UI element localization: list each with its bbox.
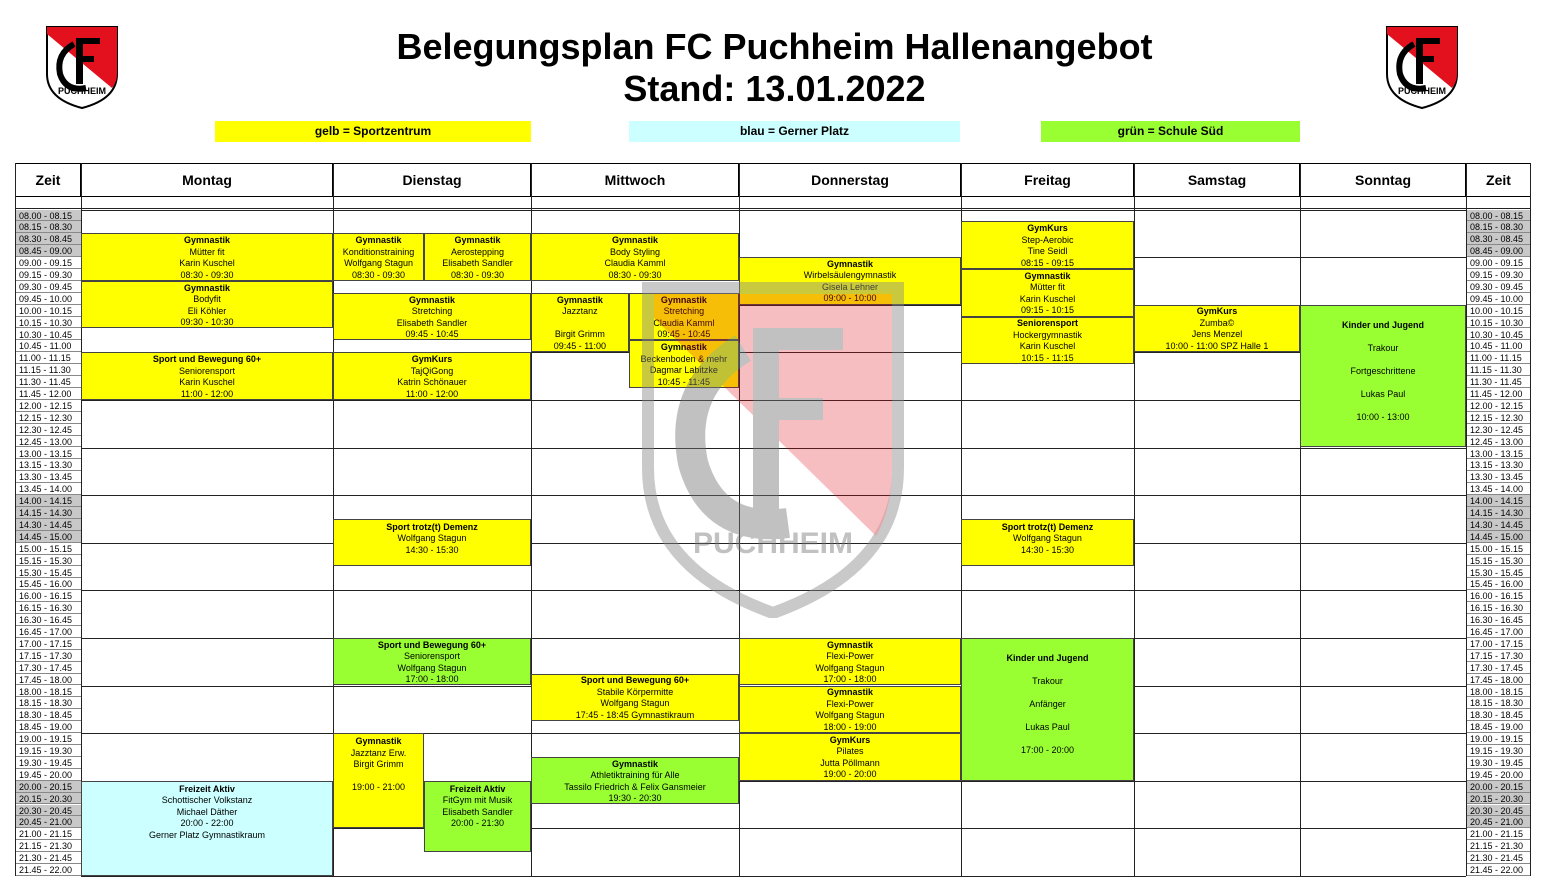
event-detail-line: 19:30 - 20:30 [608,793,662,804]
event-detail-line: Elisabeth Sandler [442,258,513,269]
event-block[interactable] [1300,305,1466,448]
event-detail-line: 20:00 - 22:00 [180,818,234,829]
event-detail-line: Pilates [836,746,864,757]
event-detail-line: Mütter fit [189,246,225,257]
event-detail-line: Karin Kuschel [179,258,235,269]
event-detail-line [962,710,1133,722]
time-slot-label: 20.15 - 20.30 [15,793,81,805]
event-block[interactable] [81,352,333,400]
event-title: GymKurs [1196,306,1238,317]
time-slot-label: 14.15 - 14.30 [1466,507,1531,519]
event-title: Gymnastik [660,342,707,353]
event-title: Gymnastik [611,235,659,246]
time-slot-label: 09.00 - 09.15 [15,257,81,269]
legend-green: grün = Schule Süd [1041,121,1300,142]
event-block[interactable] [629,293,739,341]
event-detail-line: Seniorensport [178,365,236,376]
event-detail-line: 19:00 - 20:00 [823,769,877,780]
event-detail-line: 09:45 - 10:45 [405,329,459,340]
time-slot-label: 20.00 - 20.15 [15,781,81,793]
event-block[interactable] [961,638,1134,781]
event-detail-line: Claudia Kamml [653,317,715,328]
time-slot-label: 18.45 - 19.00 [1466,721,1531,733]
time-slot-label: 12.00 - 12.15 [15,400,81,412]
time-slot-label: 18.00 - 18.15 [15,686,81,698]
time-slot-label: 14.45 - 15.00 [1466,531,1531,543]
time-slot-label: 10.00 - 10.15 [1466,305,1531,317]
time-slot-label: 17.45 - 18.00 [15,674,81,686]
time-slot-label: 16.30 - 16.45 [15,614,81,626]
svg-text:PUCHHEIM: PUCHHEIM [692,527,854,560]
time-slot-label: 16.15 - 16.30 [1466,602,1531,614]
event-detail-line: Wolfgang Stagun [1013,533,1082,544]
event-detail-line: Seniorensport [403,651,461,662]
event-detail-line: Aerostepping [451,246,505,257]
time-slot-label: 09.15 - 09.30 [15,269,81,281]
hour-gridline [81,543,1466,544]
event-detail-line: Flexi-Power [826,698,874,709]
time-slot-label: 17.00 - 17.15 [1466,638,1531,650]
event-title: Gymnastik [408,294,456,305]
time-slot-label: 17.15 - 17.30 [15,650,81,662]
event-block[interactable] [739,257,961,305]
event-title: Gymnastik [660,294,707,305]
event-detail-line: Wolfgang Stagun [815,662,885,673]
time-slot-label: 11.45 - 12.00 [1466,388,1531,400]
time-slot-label: 13.30 - 13.45 [15,471,81,483]
time-slot-label: 21.00 - 21.15 [15,828,81,840]
event-title: Seniorensport [1016,318,1078,329]
page-title: Belegungsplan FC Puchheim Hallenangebot [396,26,1153,67]
time-slot-label: 20.30 - 20.45 [1466,805,1531,817]
event-detail-line: Karin Kuschel [1019,341,1076,352]
event-title: GymKurs [411,354,453,365]
event-block[interactable] [531,757,739,805]
time-slot-label: 08.45 - 09.00 [1466,245,1531,257]
time-slot-label: 13.15 - 13.30 [15,459,81,471]
event-title: Gymnastik [454,235,501,246]
time-slot-label: 16.00 - 16.15 [1466,590,1531,602]
time-slot-label: 10.45 - 11.00 [15,340,81,352]
time-slot-label: 12.30 - 12.45 [1466,424,1531,436]
event-detail-line: Karin Kuschel [179,377,235,388]
event-detail-line: Lukas Paul [1360,388,1406,399]
event-block[interactable] [961,519,1134,567]
time-slot-label: 19.00 - 19.15 [1466,733,1531,745]
event-detail-line: Katrin Schönauer [397,377,467,388]
event-block[interactable] [531,233,739,281]
event-detail-line: Dagmar Labitzke [649,365,718,376]
time-slot-label: 19.15 - 19.30 [1466,745,1531,757]
time-slot-label: 15.45 - 16.00 [15,578,81,590]
event-block[interactable] [739,733,961,781]
time-slot-label: 11.30 - 11.45 [1466,376,1531,388]
time-slot-label: 09.30 - 09.45 [15,281,81,293]
event-detail-line [962,733,1133,745]
event-detail-line: 10:00 - 13:00 [1356,411,1410,422]
event-detail-line: 11:00 - 12:00 [405,388,459,399]
event-block[interactable] [333,293,531,341]
event-title: Sport und Bewegung 60+ [377,639,487,650]
event-block[interactable] [81,281,333,329]
event-block[interactable] [531,674,739,722]
header-day: Freitag [961,163,1134,197]
time-slot-label: 20.45 - 21.00 [1466,816,1531,828]
event-title: Freizeit Aktiv [179,783,235,794]
legend-blue: blau = Gerner Platz [629,121,960,142]
time-slot-label: 16.45 - 17.00 [15,626,81,638]
time-slot-label: 12.45 - 13.00 [1466,436,1531,448]
time-slot-label: 15.30 - 15.45 [1466,567,1531,579]
time-slot-label: 12.15 - 12.30 [1466,412,1531,424]
event-detail-line: 17:00 - 18:00 [405,674,459,685]
event-detail-line: Karin Kuschel [1019,293,1076,304]
event-title: GymKurs [829,734,871,745]
event-detail-line: 17:00 - 20:00 [1020,744,1075,755]
event-title: Gymnastik [556,294,603,305]
time-slot-label: 15.00 - 15.15 [1466,543,1531,555]
time-slot-label: 18.15 - 18.30 [1466,697,1531,709]
event-block[interactable] [81,233,333,281]
time-slot-label: 13.30 - 13.45 [1466,471,1531,483]
time-slot-label: 11.15 - 11.30 [15,364,81,376]
time-slot-label: 19.45 - 20.00 [1466,769,1531,781]
event-detail-line: 14:30 - 15:30 [405,544,459,555]
time-slot-label: 10.30 - 10.45 [1466,329,1531,341]
time-slot-label: 10.30 - 10.45 [15,329,81,341]
time-slot-label: 12.15 - 12.30 [15,412,81,424]
event-detail-line: 18:00 - 19:00 [823,721,877,732]
event-block[interactable] [333,733,424,828]
event-detail-line: Wolfgang Stagun [344,258,413,269]
event-detail-line: Jazztanz [562,306,598,317]
time-slot-label: 08.00 - 08.15 [1466,210,1531,222]
event-detail-line: Jens Menzel [1191,329,1243,340]
event-block[interactable] [961,317,1134,365]
event-detail-line: Wirbelsäulengymnastik [803,270,897,281]
column-divider [1530,163,1531,876]
time-slot-label: 08.00 - 08.15 [15,210,81,222]
time-slot-label: 12.00 - 12.15 [1466,400,1531,412]
time-slot-label: 18.15 - 18.30 [15,697,81,709]
event-title: Sport trotz(t) Demenz [1001,521,1094,532]
event-detail-line: Wolfgang Stagun [397,662,467,673]
event-detail-line: 09:30 - 10:30 [180,317,234,328]
event-detail-line: 08:15 - 09:15 [1020,257,1075,268]
event-detail-line: 09:00 - 10:00 [823,293,877,304]
event-title: Sport und Bewegung 60+ [580,675,690,686]
event-detail-line: Stretching [411,306,453,317]
event-detail-line: 09:45 - 11:00 [553,340,607,351]
time-slot-label: 14.00 - 14.15 [1466,495,1531,507]
time-slot-label: 21.45 - 22.00 [15,864,81,876]
event-detail-line: Birgit Grimm [353,759,404,770]
time-slot-label: 10.15 - 10.30 [1466,317,1531,329]
event-detail-line: Wolfgang Stagun [397,533,467,544]
event-detail-line: Tine Seidl [1027,246,1068,257]
time-slot-label: 18.30 - 18.45 [15,709,81,721]
time-slot-label: 21.30 - 21.45 [15,852,81,864]
event-title: GymKurs [1027,223,1068,234]
event-block[interactable] [629,340,739,388]
event-detail-line: Trakour [1367,342,1399,353]
hour-gridline [81,590,1466,591]
event-detail-line [1301,377,1465,389]
event-detail-line: Tassilo Friedrich & Felix Gansmeier [564,781,706,792]
time-slot-label: 20.30 - 20.45 [15,805,81,817]
time-slot-label: 08.30 - 08.45 [1466,233,1531,245]
time-slot-label: 13.45 - 14.00 [1466,483,1531,495]
hour-gridline [81,448,1466,449]
page-subtitle-date: Stand: 13.01.2022 [623,68,926,109]
event-title: Sport und Bewegung 60+ [152,354,262,365]
time-slot-label: 15.00 - 15.15 [15,543,81,555]
time-slot-label: 14.15 - 14.30 [15,507,81,519]
event-detail-line: 20:00 - 21:30 [451,818,505,829]
event-detail-line: 19:00 - 21:00 [352,782,406,793]
event-detail-line: 08:30 - 09:30 [608,269,662,280]
event-block[interactable] [81,781,333,876]
time-slot-label: 19.00 - 19.15 [15,733,81,745]
time-slot-label: 18.30 - 18.45 [1466,709,1531,721]
time-slot-label: 10.45 - 11.00 [1466,340,1531,352]
event-detail-line: Wolfgang Stagun [600,698,670,709]
event-title: Freizeit Aktiv [449,783,506,794]
event-title: Gymnastik [826,687,874,698]
time-slot-label: 08.30 - 08.45 [15,233,81,245]
event-detail-line: 08:30 - 09:30 [180,269,234,280]
event-detail-line: Elisabeth Sandler [396,317,468,328]
event-detail-line: Zumba© [1199,317,1235,328]
time-slot-label: 20.45 - 21.00 [15,816,81,828]
time-slot-label: 11.00 - 11.15 [15,352,81,364]
event-block[interactable] [961,221,1134,269]
hour-gridline [81,400,1466,401]
time-slot-label: 17.30 - 17.45 [15,662,81,674]
time-slot-label: 13.15 - 13.30 [1466,459,1531,471]
event-detail-line: Mütter fit [1029,282,1065,293]
column-divider [1300,163,1301,876]
hour-gridline [81,495,1466,496]
event-detail-line: Fortgeschrittene [1350,365,1416,376]
event-detail-line: 14:30 - 15:30 [1020,544,1075,555]
time-slot-label: 09.15 - 09.30 [1466,269,1531,281]
time-slot-label: 08.45 - 09.00 [15,245,81,257]
time-slot-label: 20.00 - 20.15 [1466,781,1531,793]
event-detail-line: Elisabeth Sandler [442,806,513,817]
time-slot-label: 16.00 - 16.15 [15,590,81,602]
time-slot-label: 13.00 - 13.15 [1466,448,1531,460]
event-detail-line: 08:30 - 09:30 [352,269,406,280]
event-detail-line: Bodyfit [193,294,221,305]
event-detail-line: Jazztanz Erw. [350,747,407,758]
event-detail-line: 10:45 - 11:45 [657,376,711,387]
time-slot-label: 17.00 - 17.15 [15,638,81,650]
time-slot-label: 13.45 - 14.00 [15,483,81,495]
event-title: Gymnastik [183,235,231,246]
event-detail-line: Claudia Kamml [604,258,666,269]
event-detail-line: Schottischer Volkstanz [161,795,253,806]
time-slot-label: 10.15 - 10.30 [15,317,81,329]
event-block[interactable] [424,233,531,281]
time-slot-label: 17.45 - 18.00 [1466,674,1531,686]
time-slot-label: 21.15 - 21.30 [1466,840,1531,852]
event-title: Gymnastik [826,258,874,269]
time-slot-label: 09.00 - 09.15 [1466,257,1531,269]
event-detail-line: Stabile Körpermitte [596,686,674,697]
event-detail-line: Michael Däther [176,806,238,817]
hour-gridline [81,876,1466,877]
header-day: Sonntag [1300,163,1466,197]
header-day: Mittwoch [531,163,739,197]
event-detail-line: Body Styling [609,246,661,257]
svg-text:PUCHHEIM: PUCHHEIM [57,86,107,96]
event-detail-line: 17:00 - 18:00 [823,674,877,685]
event-detail-line: FitGym mit Musik [442,795,513,806]
event-title: Gymnastik [1024,270,1071,281]
event-detail-line [1301,331,1465,343]
event-detail-line: Step-Aerobic [1021,234,1074,245]
time-slot-label: 17.30 - 17.45 [1466,662,1531,674]
header-day: Samstag [1134,163,1300,197]
legend-yellow: gelb = Sportzentrum [215,121,531,142]
time-slot-label: 12.45 - 13.00 [15,436,81,448]
event-block[interactable] [1134,305,1300,353]
time-slot-label: 15.15 - 15.30 [1466,555,1531,567]
time-slot-label: 19.30 - 19.45 [1466,757,1531,769]
event-detail-line: Anfänger [1029,698,1066,709]
time-slot-label: 16.30 - 16.45 [1466,614,1531,626]
event-detail-line: TajQiGong [410,365,454,376]
event-detail-line: 10:00 - 11:00 SPZ Halle 1 [1165,340,1269,351]
event-detail-line: Eli Köhler [187,305,227,316]
event-detail-line: Gisela Lehner [821,281,879,292]
time-slot-label: 14.00 - 14.15 [15,495,81,507]
event-block[interactable] [739,638,961,686]
event-detail-line: 09:45 - 10:45 [657,329,711,340]
time-slot-label: 18.00 - 18.15 [1466,686,1531,698]
event-block[interactable] [424,781,531,852]
time-slot-label: 21.45 - 22.00 [1466,864,1531,876]
time-slot-label: 13.00 - 13.15 [15,448,81,460]
event-detail-line: 11:00 - 12:00 [180,388,234,399]
header-zeit: Zeit [1466,163,1531,197]
time-slot-label: 15.15 - 15.30 [15,555,81,567]
event-title: Sport trotz(t) Demenz [386,521,478,532]
event-detail-line: Birgit Grimm [554,329,605,340]
svg-text:PUCHHEIM: PUCHHEIM [1397,86,1447,96]
time-slot-label: 19.30 - 19.45 [15,757,81,769]
event-detail-line: Konditionstraining [342,246,415,257]
event-detail-line: Athletiktraining für Alle [590,770,680,781]
time-slot-label: 15.45 - 16.00 [1466,578,1531,590]
time-slot-label: 20.15 - 20.30 [1466,793,1531,805]
column-divider [1134,163,1135,876]
event-detail-line: Stretching [663,306,705,317]
time-slot-label: 12.30 - 12.45 [15,424,81,436]
header-day: Donnerstag [739,163,961,197]
event-detail-line [1301,400,1465,412]
time-slot-label: 17.15 - 17.30 [1466,650,1531,662]
event-detail-line [1301,354,1465,366]
event-detail-line: Beckenboden & mehr [640,353,728,364]
column-divider [15,163,16,876]
event-block[interactable] [739,686,961,734]
time-slot-label: 19.45 - 20.00 [15,769,81,781]
time-slot-label: 19.15 - 19.30 [15,745,81,757]
event-detail-line [334,771,423,783]
time-slot-label: 14.45 - 15.00 [15,531,81,543]
event-title: Gymnastik [826,639,874,650]
event-detail-line: Trakour [1032,675,1063,686]
time-slot-label: 21.15 - 21.30 [15,840,81,852]
time-slot-label: 15.30 - 15.45 [15,567,81,579]
event-title: Kinder und Jugend [1006,652,1089,663]
event-block[interactable] [333,352,531,400]
event-block[interactable] [333,233,424,281]
event-block[interactable] [333,638,531,686]
time-slot-label: 10.00 - 10.15 [15,305,81,317]
header-day: Montag [81,163,333,197]
event-block[interactable] [961,269,1134,317]
event-title: Kinder und Jugend [1342,319,1424,330]
time-slot-label: 14.30 - 14.45 [15,519,81,531]
event-detail-line: 10:15 - 11:15 [1021,352,1074,363]
event-detail-line [532,318,628,330]
time-slot-label: 09.45 - 10.00 [1466,293,1531,305]
event-detail-line: Wolfgang Stagun [815,710,885,721]
time-slot-label: 11.30 - 11.45 [15,376,81,388]
event-detail-line: Hockergymnastik [1012,329,1083,340]
column-divider [1466,163,1467,876]
event-title: Gymnastik [355,235,402,246]
event-title: Gymnastik [611,758,659,769]
header-zeit: Zeit [15,163,81,197]
time-slot-label: 16.45 - 17.00 [1466,626,1531,638]
time-slot-label: 21.30 - 21.45 [1466,852,1531,864]
time-slot-label: 08.15 - 08.30 [15,221,81,233]
time-slot-label: 11.00 - 11.15 [1466,352,1531,364]
event-detail-line: Lukas Paul [1025,721,1070,732]
event-block[interactable] [531,293,629,353]
event-title: Gymnastik [355,736,402,747]
event-detail-line: 09:15 - 10:15 [1020,305,1075,316]
event-title: Gymnastik [183,282,231,293]
event-detail-line: Jutta Pöllmann [820,757,880,768]
time-slot-label: 11.15 - 11.30 [1466,364,1531,376]
time-slot-label: 08.15 - 08.30 [1466,221,1531,233]
event-detail-line: 17:45 - 18:45 Gymnastikraum [575,709,695,720]
time-slot-label: 16.15 - 16.30 [15,602,81,614]
time-slot-label: 09.45 - 10.00 [15,293,81,305]
hour-gridline [81,210,1466,211]
event-detail-line [962,687,1133,699]
event-detail-line: 08:30 - 09:30 [451,269,505,280]
time-slot-label: 14.30 - 14.45 [1466,519,1531,531]
time-slot-label: 11.45 - 12.00 [15,388,81,400]
time-slot-label: 21.00 - 21.15 [1466,828,1531,840]
event-block[interactable] [333,519,531,567]
event-detail-line: Gerner Platz Gymnastikraum [148,829,266,840]
time-slot-label: 09.30 - 09.45 [1466,281,1531,293]
time-slot-label: 18.45 - 19.00 [15,721,81,733]
event-detail-line [962,664,1133,676]
header-day: Dienstag [333,163,531,197]
event-detail-line: Flexi-Power [826,651,874,662]
